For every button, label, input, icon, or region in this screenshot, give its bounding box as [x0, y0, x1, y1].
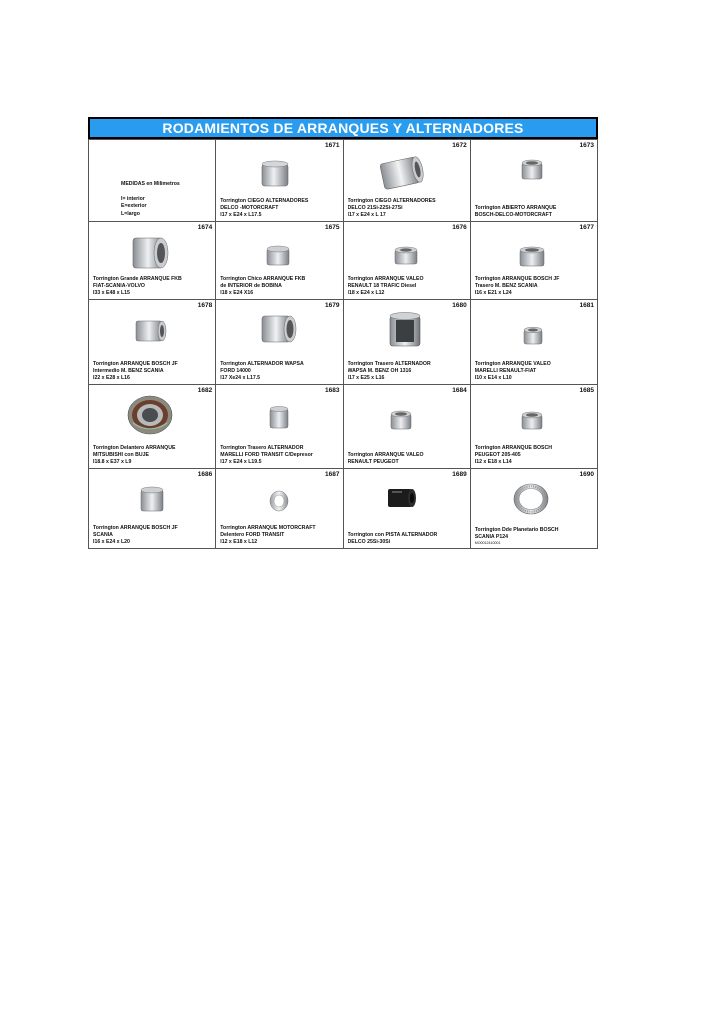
product-description: Torrington Dde Planetario BOSCH SCANIA P124 MO0012410001: [475, 527, 593, 546]
product-cell: [216, 222, 343, 300]
product-description: Torrington Trasero ALTERNADOR MARELLI FORD TRANSIT C/Depresor I17 x E24 x L19.5: [220, 445, 313, 465]
product-description: Torrington ALTERNADOR WAPSA FORD 14000 I17 Xe24 x L17.5: [220, 361, 304, 381]
needle-bearing-icon: [511, 481, 551, 517]
product-code: 1679: [325, 302, 340, 309]
product-description: Torrington ARRANQUE MOTORCRAFT Delentero FORD TRANSIT I12 x E18 x L12: [220, 525, 316, 545]
product-description: Torrington con PISTA ALTERNADOR DELCO 25Si-30Si: [347, 532, 438, 545]
product-grid: [88, 139, 598, 549]
needle-bearing-icon: [517, 244, 547, 270]
product-cell: [470, 140, 597, 222]
needle-bearing-icon: [258, 158, 292, 190]
product-cell: [343, 469, 470, 549]
product-description: Torrington ARRANQUE BOSCH JF Trasero M. BENZ SCANIA I16 x E21 x L24: [474, 276, 560, 296]
legend-heading: MEDIDAS en Milimetros: [121, 181, 180, 187]
legend-line: L=largo: [121, 210, 140, 217]
product-description: Torrington ARRANQUE VALEO RENAULT PEUGEOT: [347, 452, 424, 465]
product-description: Torrington Delantero ARRANQUE MITSUBISHI con BUJE I18.8 x E37 x L9: [93, 445, 176, 465]
product-cell: [343, 385, 470, 469]
product-description: Torrington ARRANQUE VALEO RENAULT 18 TRAFIC Diesel I18 x E24 x L12: [347, 276, 424, 296]
product-description: Torrington ABIERTO ARRANQUE BOSCH-DELCO-MOTORCRAFT: [474, 205, 557, 218]
page-title: RODAMIENTOS DE ARRANQUES Y ALTERNADORES: [90, 119, 596, 137]
needle-bearing-icon: [519, 409, 545, 433]
product-description: Torrington CIEGO ALTERNADORES DELCO 21Si-22Si-27Si I17 x E24 x L 17: [347, 198, 436, 218]
product-code: 1675: [325, 224, 340, 231]
product-code: 1685: [579, 387, 594, 394]
product-cell: [216, 140, 343, 222]
product-code: 1682: [197, 387, 213, 394]
needle-bearing-icon: [388, 409, 414, 433]
bearing-catalog: [88, 117, 598, 549]
product-cell: [216, 300, 343, 385]
product-code: 1676: [452, 224, 467, 231]
product-code: 1672: [452, 142, 467, 149]
product-code: 1683: [325, 387, 340, 394]
product-cell: [343, 140, 470, 222]
product-cell: [216, 385, 343, 469]
product-code: 1674: [197, 224, 213, 231]
legend-cell: [89, 140, 216, 222]
needle-bearing-icon: [268, 489, 290, 513]
needle-bearing-icon: [127, 230, 171, 274]
needle-bearing-icon: [137, 485, 167, 515]
product-code: 1690: [579, 471, 594, 478]
product-cell: [470, 222, 597, 300]
product-description: Torrington ARRANQUE BOSCH PEUGEOT 205-405 I12 x E18 x L14: [474, 445, 552, 465]
product-code: 1680: [452, 302, 467, 309]
product-code: 1689: [452, 471, 467, 478]
product-cell: [89, 222, 216, 300]
measurement-legend: [121, 181, 180, 218]
product-cell: [89, 469, 216, 549]
seal-bearing-icon: [125, 393, 175, 437]
product-description: Torrington ARRANQUE VALEO MARELLI RENAULT-FIAT I10 x E14 x L10: [474, 361, 551, 381]
legend-line: E=exterior: [121, 203, 147, 209]
product-code: 1677: [579, 224, 594, 231]
product-cell: [89, 300, 216, 385]
product-cell: [470, 300, 597, 385]
product-description: Torrington Grande ARRANQUE FKB FIAT-SCANIA-VOLVO I33 x E48 x L15: [93, 276, 182, 296]
product-cell: [89, 385, 216, 469]
black-sleeve-bearing-icon: [384, 483, 420, 513]
product-description: Torrington Chico ARRANQUE FKB de INTERIOR de BOBINA I18 x E24 X16: [220, 276, 306, 296]
product-code: 1678: [197, 302, 213, 309]
product-code: 1684: [452, 387, 467, 394]
product-code: 1671: [325, 142, 340, 149]
needle-bearing-icon: [376, 152, 426, 194]
needle-bearing-icon: [133, 316, 167, 344]
product-cell: [470, 469, 597, 549]
product-cell: [343, 300, 470, 385]
product-description: Torrington ARRANQUE BOSCH JF SCANIA I16 x E24 x L20: [93, 525, 178, 545]
product-description: Torrington CIEGO ALTERNADORES DELCO -MOTORCRAFT I17 x E24 x L17.5: [220, 198, 309, 218]
needle-bearing-icon: [264, 244, 292, 268]
part-reference: MO0012410001: [474, 541, 501, 545]
product-code: 1681: [579, 302, 594, 309]
product-cell: [470, 385, 597, 469]
product-cell: [216, 469, 343, 549]
product-code: 1687: [325, 471, 340, 478]
product-description: Torrington ARRANQUE BOSCH JF Intermedio M. BENZ SCANIA I22 x E28 x L16: [93, 361, 178, 381]
needle-bearing-icon: [386, 310, 426, 350]
needle-bearing-icon: [521, 324, 545, 348]
needle-bearing-icon: [519, 158, 545, 182]
needle-bearing-icon: [266, 405, 292, 431]
legend-line: I= interior: [121, 195, 145, 202]
product-description: Torrington Trasero ALTERNADOR WAPSA M. BENZ OH 1316 I17 x E25 x L16: [347, 361, 431, 381]
product-code: 1673: [579, 142, 594, 149]
product-cell: [343, 222, 470, 300]
product-code: 1686: [197, 471, 213, 478]
needle-bearing-icon: [392, 244, 420, 268]
needle-bearing-icon: [258, 310, 298, 346]
title-bar: [88, 117, 598, 139]
